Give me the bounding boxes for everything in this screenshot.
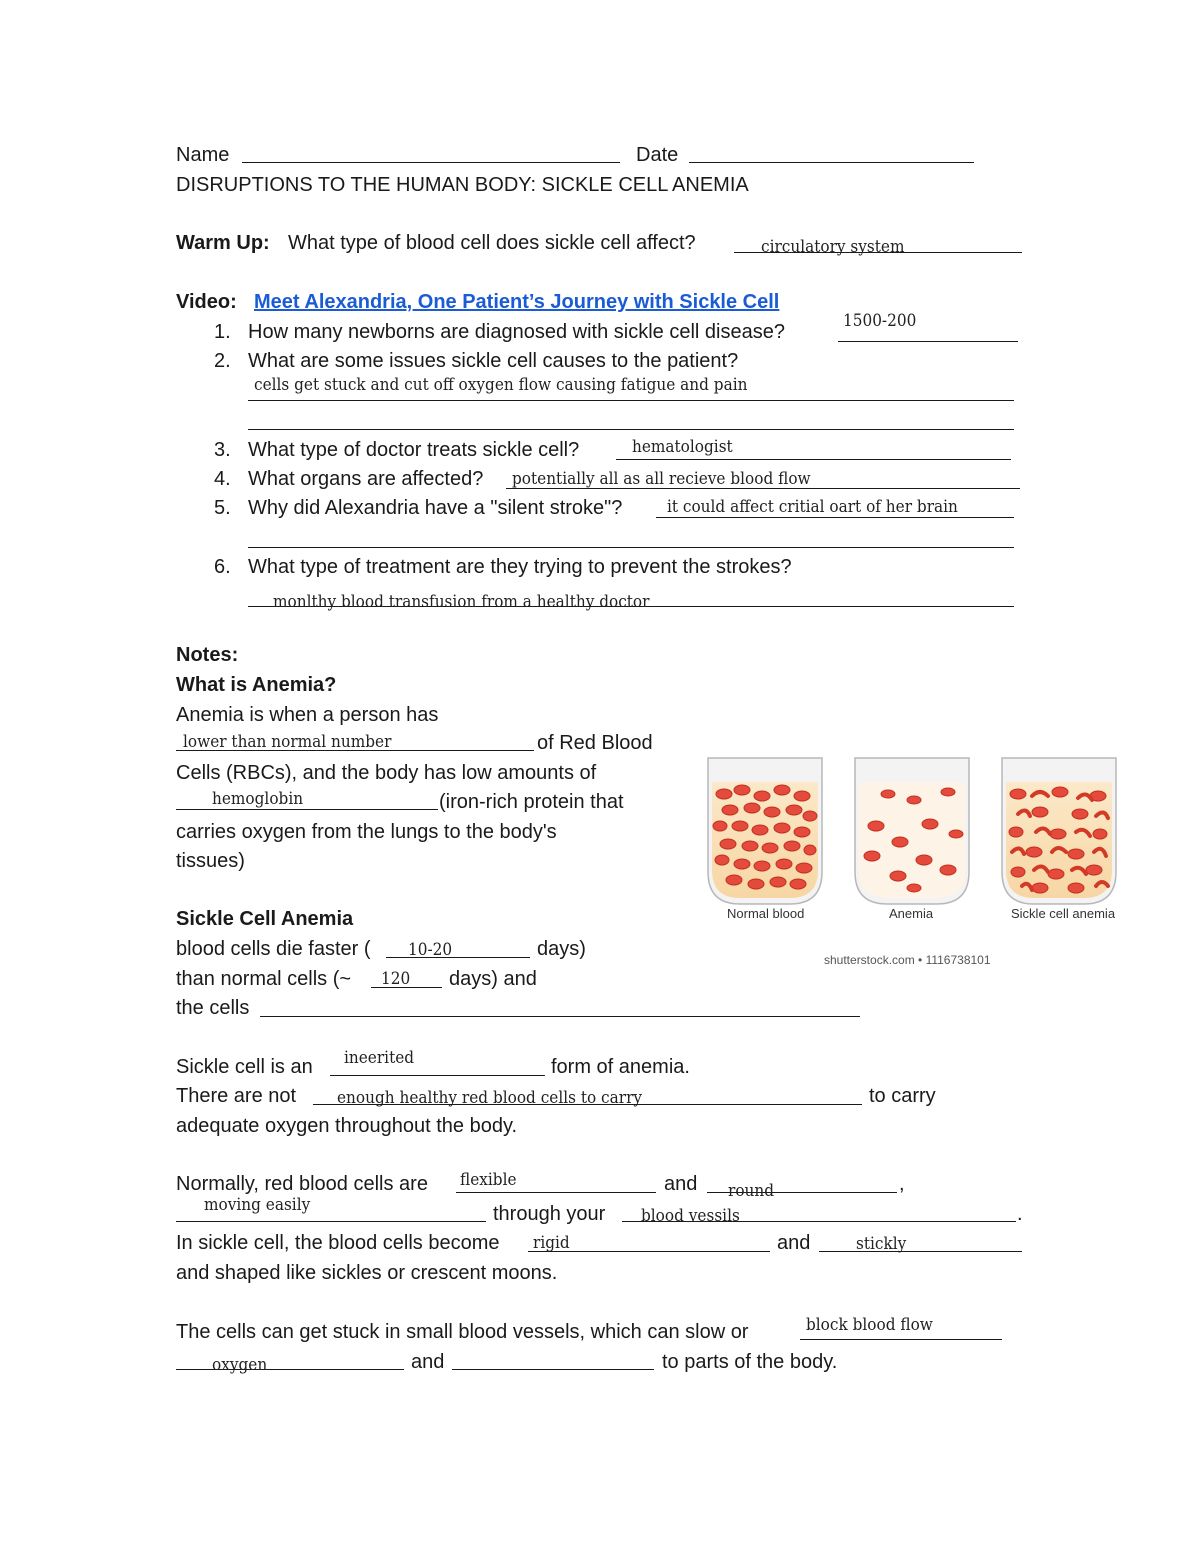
answer-3-blank[interactable] [616,459,1011,460]
sickle-blank-4[interactable] [330,1075,545,1076]
sickle-answer-2: 120 [381,969,411,989]
sickle-line-7-and: and [664,1173,698,1195]
anemia-line-2-end: of Red Blood [537,732,653,754]
answer-1: 1500-200 [843,311,917,331]
sickle-answer-4: ineerited [344,1048,415,1068]
sickle-line-9-start: In sickle cell, the blood cells become [176,1232,500,1254]
anemia-line-1: Anemia is when a person has [176,704,439,726]
question-number: 6. [214,556,231,578]
caption-normal-blood: Normal blood [727,906,805,921]
sickle-line-2-end: days) and [449,968,537,990]
answer-2-blank-2[interactable] [248,429,1014,430]
image-watermark: shutterstock.com • 1116738101 [824,953,991,967]
sickle-blank-7a[interactable] [456,1192,656,1193]
sickle-line-4-end: form of anemia. [551,1056,690,1078]
answer-6: monlthy blood transfusion from a healthy doctor [273,592,650,612]
sickle-answer-9a: rigid [533,1233,570,1253]
sickle-blank-12a[interactable] [176,1369,404,1370]
anemia-line-4-end: (iron-rich protein that [439,791,624,813]
question-text: What type of treatment are they trying to prevent the strokes? [248,556,792,578]
answer-4: potentially all as all recieve blood flow [512,469,811,489]
caption-anemia: Anemia [889,906,934,921]
anemia-answer-2: hemoglobin [212,789,304,809]
worksheet-title: DISRUPTIONS TO THE HUMAN BODY: SICKLE CELL ANEMIA [176,174,749,196]
answer-5: it could affect critial oart of her brain [667,497,958,517]
question-1 [214,320,785,344]
tube-normal [708,758,822,904]
question-text: Why did Alexandria have a "silent stroke"? [248,497,623,519]
sickle-line-2-start: than normal cells (~ [176,968,352,990]
sickle-line-6: adequate oxygen throughout the body. [176,1115,518,1137]
question-text: What type of doctor treats sickle cell? [248,439,580,461]
sickle-heading: Sickle Cell Anemia [176,908,354,930]
answer-2: cells get stuck and cut off oxygen flow causing fatigue and pain [254,375,748,395]
sickle-blank-3[interactable] [260,1016,860,1017]
question-number: 3. [214,439,231,461]
question-text: What are some issues sickle cell causes to the patient? [248,350,739,372]
sickle-line-4-start: Sickle cell is an [176,1056,313,1078]
tube-sickle [1002,758,1116,904]
sickle-answer-7a: flexible [460,1170,517,1190]
blood-comparison-figure [700,752,1120,972]
question-6 [214,555,792,579]
question-number: 4. [214,468,231,490]
sickle-line-1-start: blood cells die faster ( [176,938,371,960]
warmup-question: What type of blood cell does sickle cell affect? [288,232,696,254]
name-label: Name [176,144,230,166]
sickle-line-11-start: The cells can get stuck in small blood vessels, which can slow or [176,1321,749,1343]
sickle-answer-11: block blood flow [806,1315,933,1335]
question-number: 5. [214,497,231,519]
sickle-line-9-and: and [777,1232,811,1254]
sickle-blank-11[interactable] [800,1339,1002,1340]
warmup-label: Warm Up: [176,232,270,254]
anemia-blank-2[interactable] [176,809,438,810]
caption-sickle-cell-anemia: Sickle cell anemia [1011,906,1116,921]
answer-3: hematologist [632,437,733,457]
anemia-heading: What is Anemia? [176,674,337,696]
sickle-line-8-mid: through your [493,1203,606,1225]
sickle-answer-5: enough healthy red blood cells to carry [337,1088,643,1108]
question-3 [214,438,579,462]
sickle-answer-8b: blood vessils [641,1206,740,1226]
anemia-line-3: Cells (RBCs), and the body has low amounts of [176,762,597,784]
sickle-answer-1: 10-20 [408,940,453,960]
sickle-answer-12: oxygen [212,1355,268,1375]
answer-5-blank-2[interactable] [248,547,1014,548]
sickle-blank-12b[interactable] [452,1369,654,1370]
sickle-line-7-comma: , [899,1173,905,1195]
sickle-line-7-start: Normally, red blood cells are [176,1173,428,1195]
date-label: Date [636,144,679,166]
question-5 [214,496,622,520]
sickle-line-12-end: to parts of the body. [662,1351,838,1373]
question-4 [214,467,483,491]
question-text: What organs are affected? [248,468,484,490]
answer-1-blank[interactable] [838,341,1018,342]
question-number: 1. [214,321,231,343]
sickle-line-12-and: and [411,1351,445,1373]
sickle-line-10: and shaped like sickles or crescent moons. [176,1262,558,1284]
answer-2-blank-1[interactable] [248,400,1014,401]
anemia-answer-1: lower than normal number [183,732,392,752]
sickle-answer-7b: round [728,1181,775,1201]
date-blank[interactable] [689,162,974,163]
video-link[interactable]: Meet Alexandria, One Patient’s Journey with Sickle Cell [254,291,780,313]
sickle-blank-8a[interactable] [176,1221,486,1222]
question-text: How many newborns are diagnosed with sickle cell disease? [248,321,785,343]
anemia-line-6: tissues) [176,850,245,872]
notes-label: Notes: [176,644,239,666]
sickle-line-8-end: . [1017,1203,1023,1225]
sickle-answer-9b: stickly [856,1234,907,1254]
warmup-answer: circulatory system [761,237,905,257]
sickle-line-1-end: days) [537,938,586,960]
video-label: Video: [176,291,237,313]
anemia-line-5: carries oxygen from the lungs to the body's [176,821,557,843]
question-2 [214,349,738,373]
name-blank[interactable] [242,162,620,163]
sickle-line-5-start: There are not [176,1085,297,1107]
tube-anemia [855,758,969,904]
sickle-blank-9b[interactable] [819,1251,1022,1252]
sickle-line-5-end: to carry [869,1085,936,1107]
answer-5-blank[interactable] [656,517,1014,518]
sickle-line-3-start: the cells [176,997,250,1019]
sickle-answer-8a: moving easily [204,1195,311,1215]
question-number: 2. [214,350,231,372]
